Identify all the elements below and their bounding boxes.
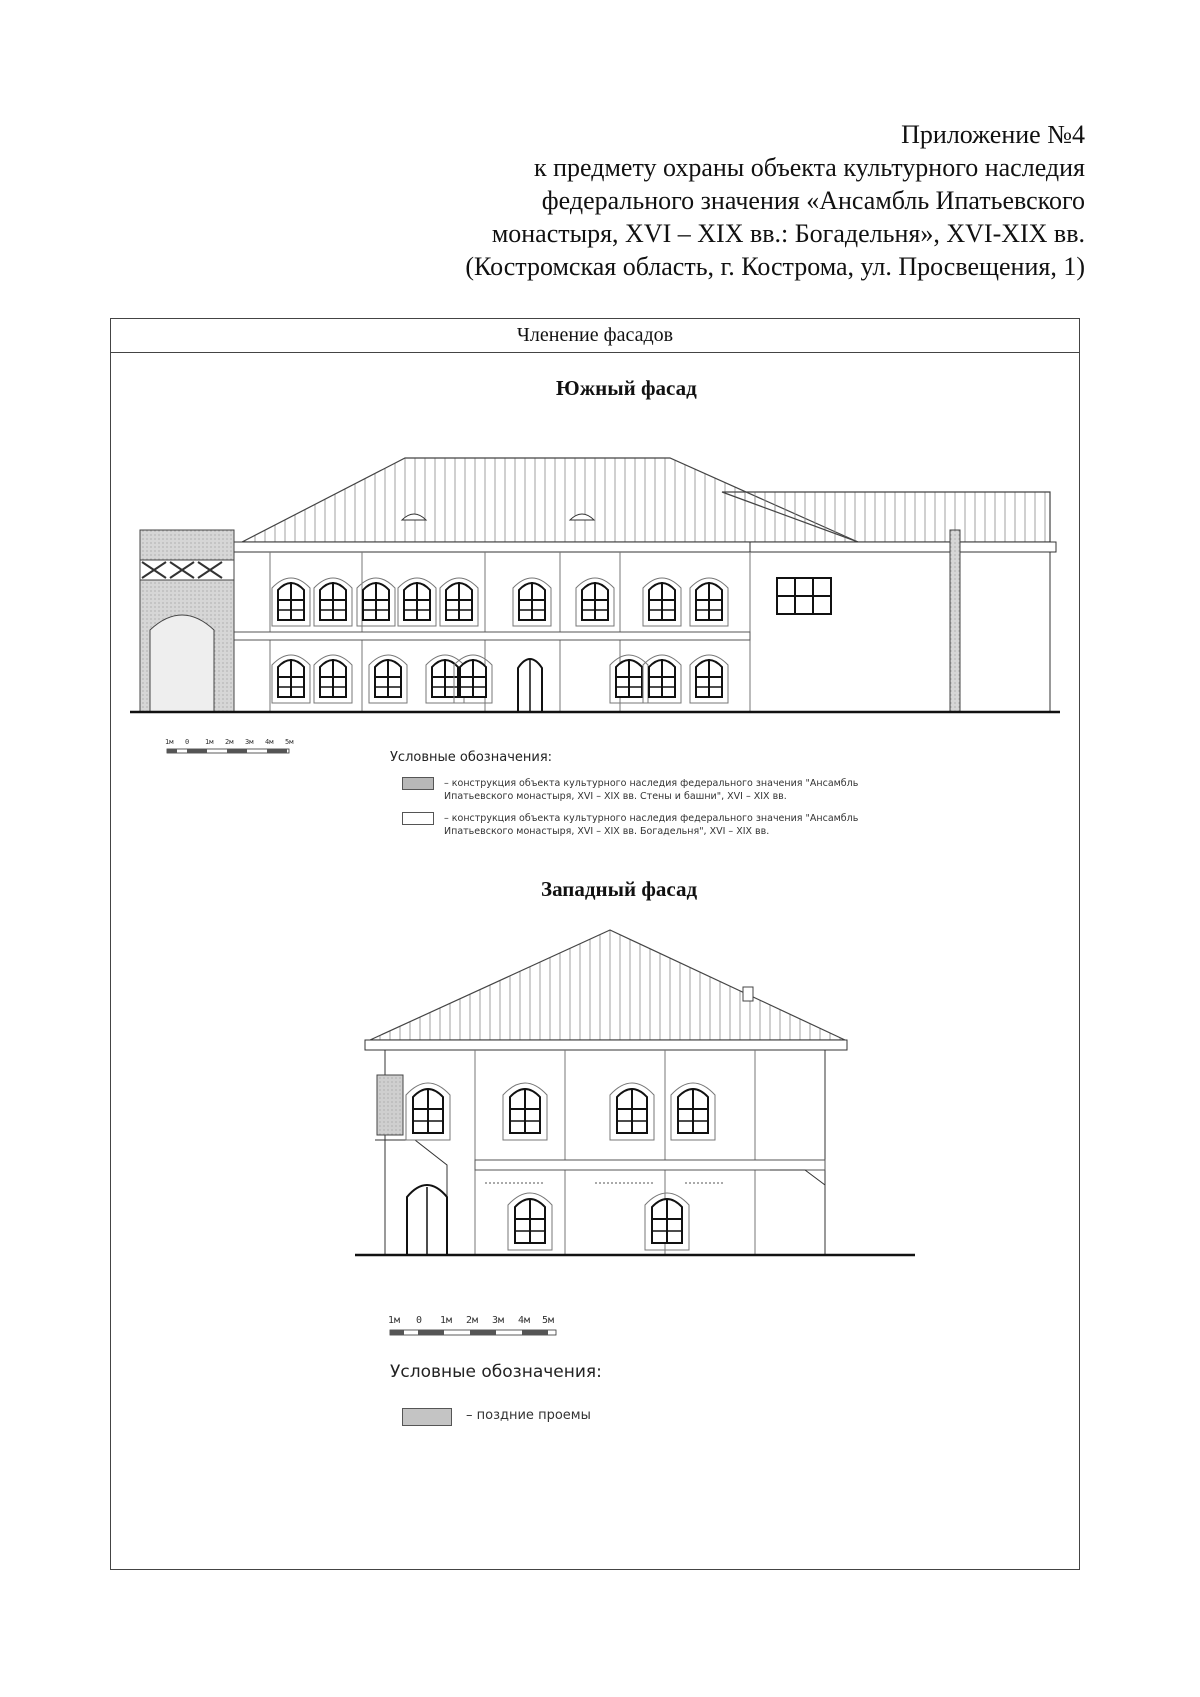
appendix-number: Приложение №4 — [901, 120, 1085, 149]
south-legend-item-1-line2: Ипатьевского монастыря, XVI – XIX вв. Стены и башни", XVI – XIX вв. — [444, 791, 787, 802]
west-scale-label: 2м — [466, 1315, 479, 1326]
west-scale-label: 1м — [440, 1315, 453, 1326]
south-scale-label: 1м — [165, 738, 174, 746]
west-legend-title: Условные обозначения: — [390, 1362, 602, 1382]
legend-swatch-grey — [402, 777, 434, 790]
appendix-header — [285, 118, 1085, 283]
south-facade-drawing — [130, 450, 1060, 725]
west-scale-label: 4м — [518, 1315, 531, 1326]
header-line-4: монастыря, XVI – XIX вв.: Богадельня», XVI-XIX вв. — [491, 219, 1085, 248]
south-scale-label: 5м — [285, 738, 294, 746]
legend-swatch-late-openings — [402, 1408, 452, 1426]
west-legend-item — [402, 1408, 591, 1426]
header-line-3: федерального значения «Ансамбль Ипатьевского — [541, 186, 1085, 215]
south-scale-label: 4м — [265, 738, 274, 746]
west-facade-drawing — [355, 925, 915, 1290]
south-legend-item-1-line1: – конструкция объекта культурного наследия федерального значения "Ансамбль — [444, 778, 859, 789]
header-line-5: (Костромская область, г. Кострома, ул. Просвещения, 1) — [465, 252, 1085, 281]
south-scale-bar — [165, 735, 305, 761]
south-scale-label: 3м — [245, 738, 254, 746]
west-scale-label: 5м — [542, 1315, 555, 1326]
south-scale-label: 1м — [205, 738, 214, 746]
west-scale-label: 3м — [492, 1315, 505, 1326]
south-facade-title: Южный фасад — [556, 376, 697, 400]
header-line-2: к предмету охраны объекта культурного наследия — [533, 153, 1085, 182]
south-legend-item-2-line2: Ипатьевского монастыря, XVI – XIX вв. Богадельня", XVI – XIX вв. — [444, 826, 770, 837]
south-scale-label: 0 — [185, 738, 190, 746]
west-scale-label: 1м — [388, 1315, 401, 1326]
south-legend-item — [402, 812, 858, 838]
west-facade-title: Западный фасад — [541, 877, 698, 901]
south-legend-item — [402, 777, 858, 803]
west-scale-label: 0 — [416, 1315, 423, 1326]
frame-title: Членение фасадов — [111, 319, 1079, 353]
west-scale-bar — [388, 1312, 568, 1348]
south-legend-item-2-line1: – конструкция объекта культурного наследия федерального значения "Ансамбль — [444, 813, 859, 824]
west-legend-item-text: – поздние проемы — [466, 1408, 591, 1423]
south-scale-label: 2м — [225, 738, 234, 746]
legend-swatch-white — [402, 812, 434, 825]
south-legend-title: Условные обозначения: — [390, 750, 553, 765]
